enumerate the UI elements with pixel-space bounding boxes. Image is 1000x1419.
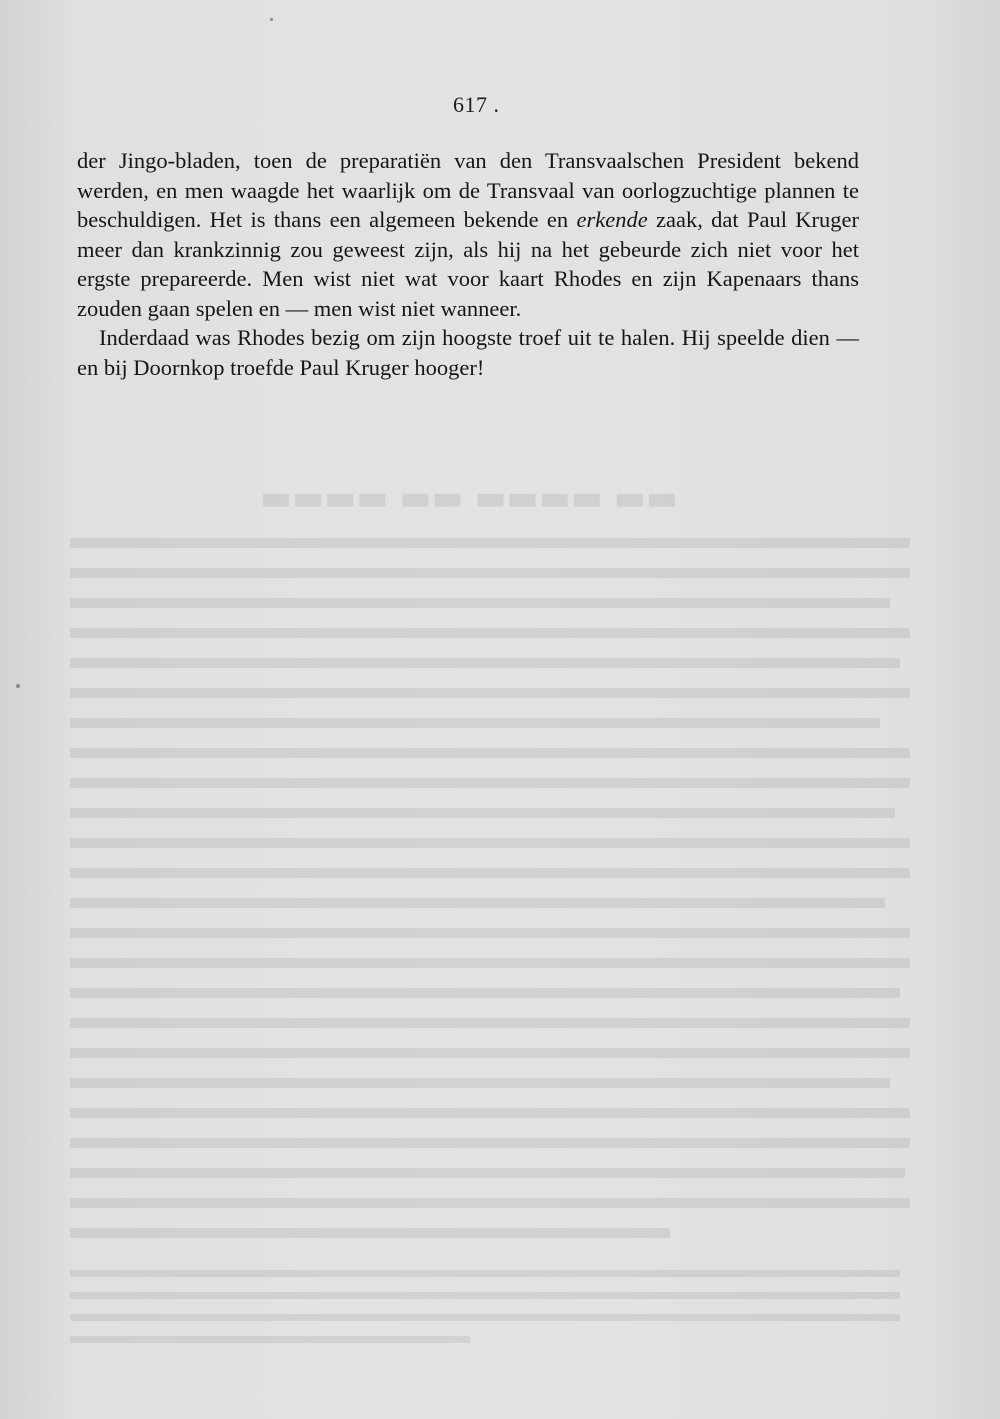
show-through-bleed (60, 420, 940, 1350)
paragraph-2: Inderdaad was Rhodes bezig om zijn hoogste troef uit te halen. Hij speelde dien — en bij Doornkop troefde Paul Kruger hooger! (77, 325, 859, 380)
bleed-heading-shape: ▬▬ ▬▬▬▬ ▬▬ ▬▬▬▬ (260, 478, 678, 518)
body-text (77, 146, 859, 382)
paragraph-1-text-a: der Jingo-bladen, toen de preparatiën van den Transvaalschen President bekend werden, en men waagde het waarlijk om de Transvaal van oorlogzuchtige plannen te beschuldigen. Het is thans een algemeen bekende en (77, 148, 859, 232)
paragraph-1-emphasis: erkende (576, 207, 648, 232)
margin-speck (16, 684, 20, 688)
page-number: 617 . (453, 92, 500, 117)
top-speck (270, 18, 273, 21)
paragraph-1-text-b: zaak, dat Paul Kruger meer dan krankzinnig zou geweest zijn, als hij na het gebeurde zich niet voor het ergste prepareerde. Men wist niet wat voor kaart Rhodes en zijn Kapenaars thans zouden gaan spelen en — men wist niet wanneer. (77, 207, 859, 321)
paragraph-1 (77, 146, 859, 323)
